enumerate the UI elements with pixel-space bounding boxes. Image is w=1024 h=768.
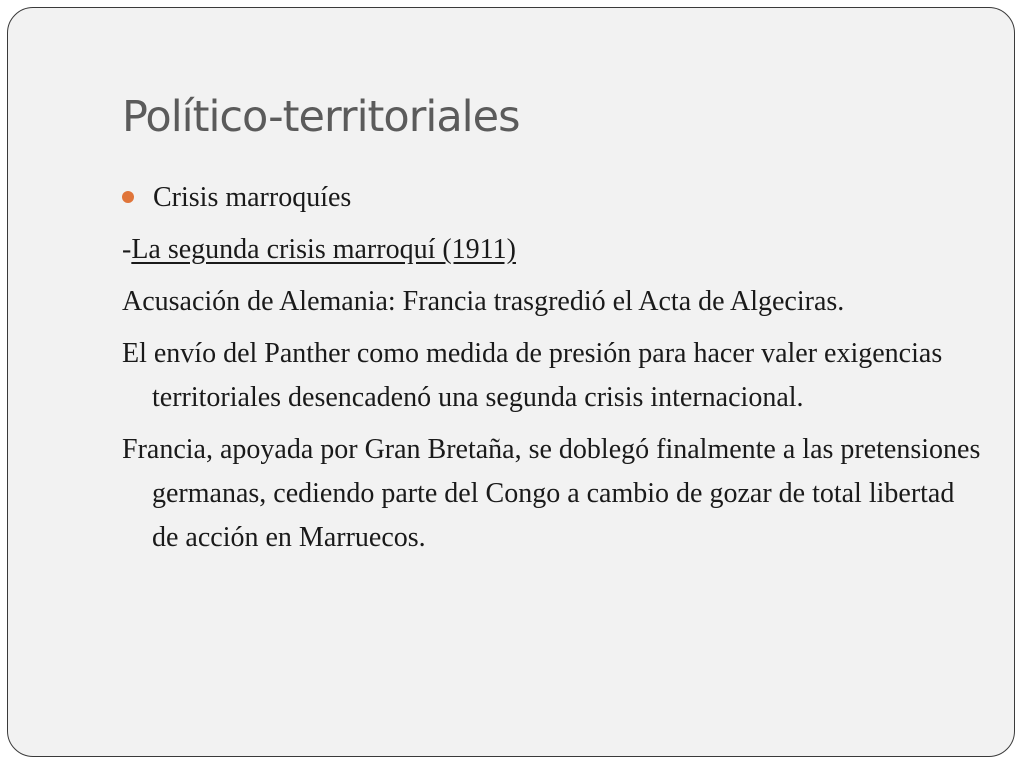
slide-title: Político-territoriales [122,92,520,142]
slide-frame [7,7,1015,757]
bullet-text: Crisis marroquíes [153,182,352,213]
subheading [122,228,982,272]
bullet-dot-icon [122,191,134,203]
slide-body [122,176,982,568]
paragraph-1: Acusación de Alemania: Francia trasgredió el Acta de Algeciras. [122,286,845,317]
bullet-item [122,176,982,220]
subheading-prefix: - [122,234,132,265]
paragraph-3: Francia, apoyada por Gran Bretaña, se doblegó finalmente a las pretensiones germanas, cediendo parte del Congo a cambio de gozar de total libertad de acción en Marruecos. [122,434,981,553]
paragraph-2: El envío del Panther como medida de presión para hacer valer exigencias territoriales desencadenó una segunda crisis internacional. [122,338,943,413]
subheading-text: La segunda crisis marroquí (1911) [131,234,516,265]
